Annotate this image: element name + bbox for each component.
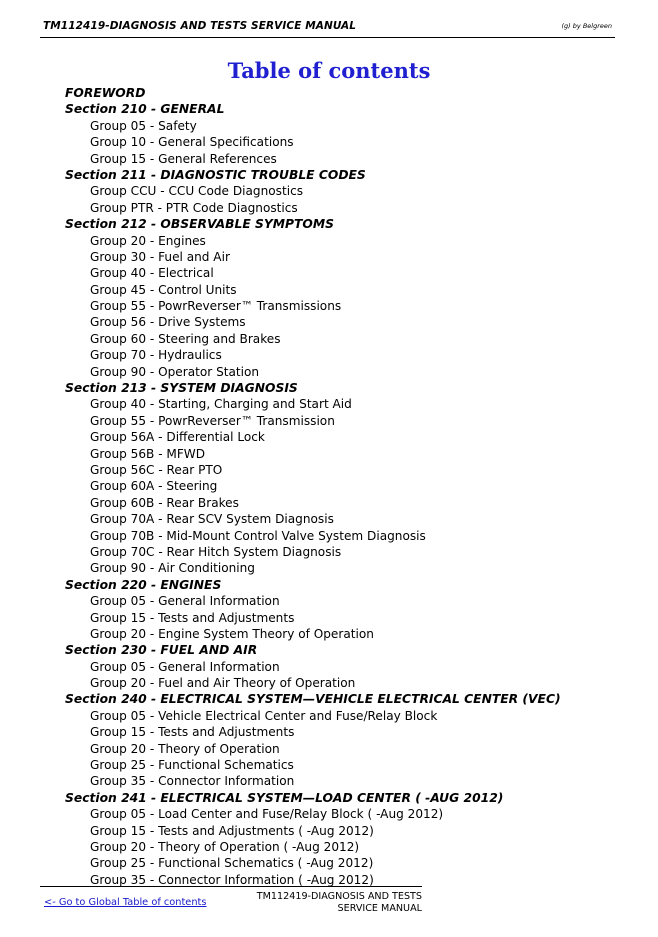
- toc-section-link[interactable]: Section 240 - ELECTRICAL SYSTEM—VEHICLE ELECTRICAL CENTER (VEC): [65, 692, 561, 707]
- toc-group-link[interactable]: Group 20 - Theory of Operation: [90, 741, 280, 756]
- toc-group-link[interactable]: Group 20 - Fuel and Air Theory of Operation: [90, 676, 356, 691]
- toc-group-link[interactable]: Group CCU - CCU Code Diagnostics: [90, 184, 304, 199]
- toc-group-link[interactable]: Group 60A - Steering: [90, 479, 218, 494]
- toc-group-link[interactable]: Group 30 - Fuel and Air: [90, 249, 230, 264]
- global-toc-link[interactable]: <- Go to Global Table of contents: [44, 897, 207, 908]
- header-title: TM112419-DIAGNOSIS AND TESTS SERVICE MANUAL: [43, 20, 357, 32]
- toc-section-link[interactable]: Section 213 - SYSTEM DIAGNOSIS: [65, 381, 298, 396]
- toc-group-link[interactable]: Group 70A - Rear SCV System Diagnosis: [90, 512, 334, 527]
- toc-group-link[interactable]: Group 60 - Steering and Brakes: [90, 331, 281, 346]
- table-of-contents: [65, 85, 625, 888]
- footer-divider: [40, 886, 422, 887]
- toc-group-link[interactable]: Group 05 - General Information: [90, 659, 280, 674]
- toc-section-link[interactable]: Section 220 - ENGINES: [65, 577, 222, 592]
- toc-section-link[interactable]: Section 241 - ELECTRICAL SYSTEM—LOAD CENTER ( -AUG 2012): [65, 790, 504, 805]
- header-credit: (g) by Belgreen: [561, 22, 612, 30]
- toc-group-link[interactable]: Group 35 - Connector Information ( -Aug 2012): [90, 872, 374, 887]
- toc-title: Table of contents: [227, 58, 431, 83]
- toc-group-link[interactable]: Group 25 - Functional Schematics ( -Aug 2012): [90, 856, 374, 871]
- toc-group-link[interactable]: Group 55 - PowrReverser™ Transmissions: [90, 299, 342, 314]
- footer-doc-title-line1: TM112419-DIAGNOSIS AND TESTS: [256, 891, 422, 902]
- toc-group-link[interactable]: Group 05 - Load Center and Fuse/Relay Block ( -Aug 2012): [90, 807, 444, 822]
- toc-group-link[interactable]: Group 15 - Tests and Adjustments: [90, 610, 295, 625]
- toc-group-link[interactable]: Group 10 - General Specifications: [90, 135, 294, 150]
- toc-group-link[interactable]: Group 70 - Hydraulics: [90, 348, 222, 363]
- toc-group-link[interactable]: Group 15 - General References: [90, 151, 277, 166]
- toc-section-link[interactable]: Section 212 - OBSERVABLE SYMPTOMS: [65, 217, 334, 232]
- toc-group-link[interactable]: Group 55 - PowrReverser™ Transmission: [90, 413, 335, 428]
- toc-group-link[interactable]: Group 40 - Electrical: [90, 266, 214, 281]
- toc-group-link[interactable]: Group 15 - Tests and Adjustments: [90, 725, 295, 740]
- toc-group-link[interactable]: Group 90 - Operator Station: [90, 364, 260, 379]
- toc-section-link[interactable]: Section 210 - GENERAL: [65, 102, 225, 117]
- toc-group-link[interactable]: Group 40 - Starting, Charging and Start Aid: [90, 397, 352, 412]
- toc-group-link[interactable]: Group 35 - Connector Information: [90, 774, 295, 789]
- footer-doc-title: [250, 891, 422, 915]
- toc-section-link[interactable]: FOREWORD: [65, 86, 146, 100]
- toc-group-link[interactable]: Group 25 - Functional Schematics: [90, 758, 294, 773]
- toc-group-link[interactable]: Group 56 - Drive Systems: [90, 315, 246, 330]
- toc-section-link[interactable]: Section 211 - DIAGNOSTIC TROUBLE CODES: [65, 167, 366, 182]
- toc-group-link[interactable]: Group 70B - Mid-Mount Control Valve System Diagnosis: [90, 528, 426, 543]
- toc-group-link[interactable]: Group 20 - Theory of Operation ( -Aug 2012): [90, 839, 360, 854]
- toc-group-link[interactable]: Group 70C - Rear Hitch System Diagnosis: [90, 544, 342, 559]
- header-divider: [40, 37, 615, 38]
- toc-group-link[interactable]: Group 20 - Engine System Theory of Operation: [90, 626, 374, 641]
- toc-group-link[interactable]: Group 05 - General Information: [90, 594, 280, 609]
- toc-group-link[interactable]: Group 56A - Differential Lock: [90, 430, 265, 445]
- toc-group-link[interactable]: Group 20 - Engines: [90, 233, 206, 248]
- toc-group-link[interactable]: Group 60B - Rear Brakes: [90, 495, 239, 510]
- toc-group-link[interactable]: Group 90 - Air Conditioning: [90, 561, 255, 576]
- toc-group-link[interactable]: Group 05 - Vehicle Electrical Center and Fuse/Relay Block: [90, 708, 438, 723]
- toc-group-link[interactable]: Group 45 - Control Units: [90, 282, 237, 297]
- toc-group-link[interactable]: Group PTR - PTR Code Diagnostics: [90, 200, 298, 215]
- footer-doc-title-line2: SERVICE MANUAL: [337, 903, 422, 914]
- toc-group-link[interactable]: Group 56C - Rear PTO: [90, 462, 223, 477]
- toc-group-link[interactable]: Group 05 - Safety: [90, 118, 197, 133]
- toc-section-link[interactable]: Section 230 - FUEL AND AIR: [65, 643, 258, 658]
- toc-group-link[interactable]: Group 56B - MFWD: [90, 446, 206, 461]
- toc-group-link[interactable]: Group 15 - Tests and Adjustments ( -Aug 2012): [90, 823, 374, 838]
